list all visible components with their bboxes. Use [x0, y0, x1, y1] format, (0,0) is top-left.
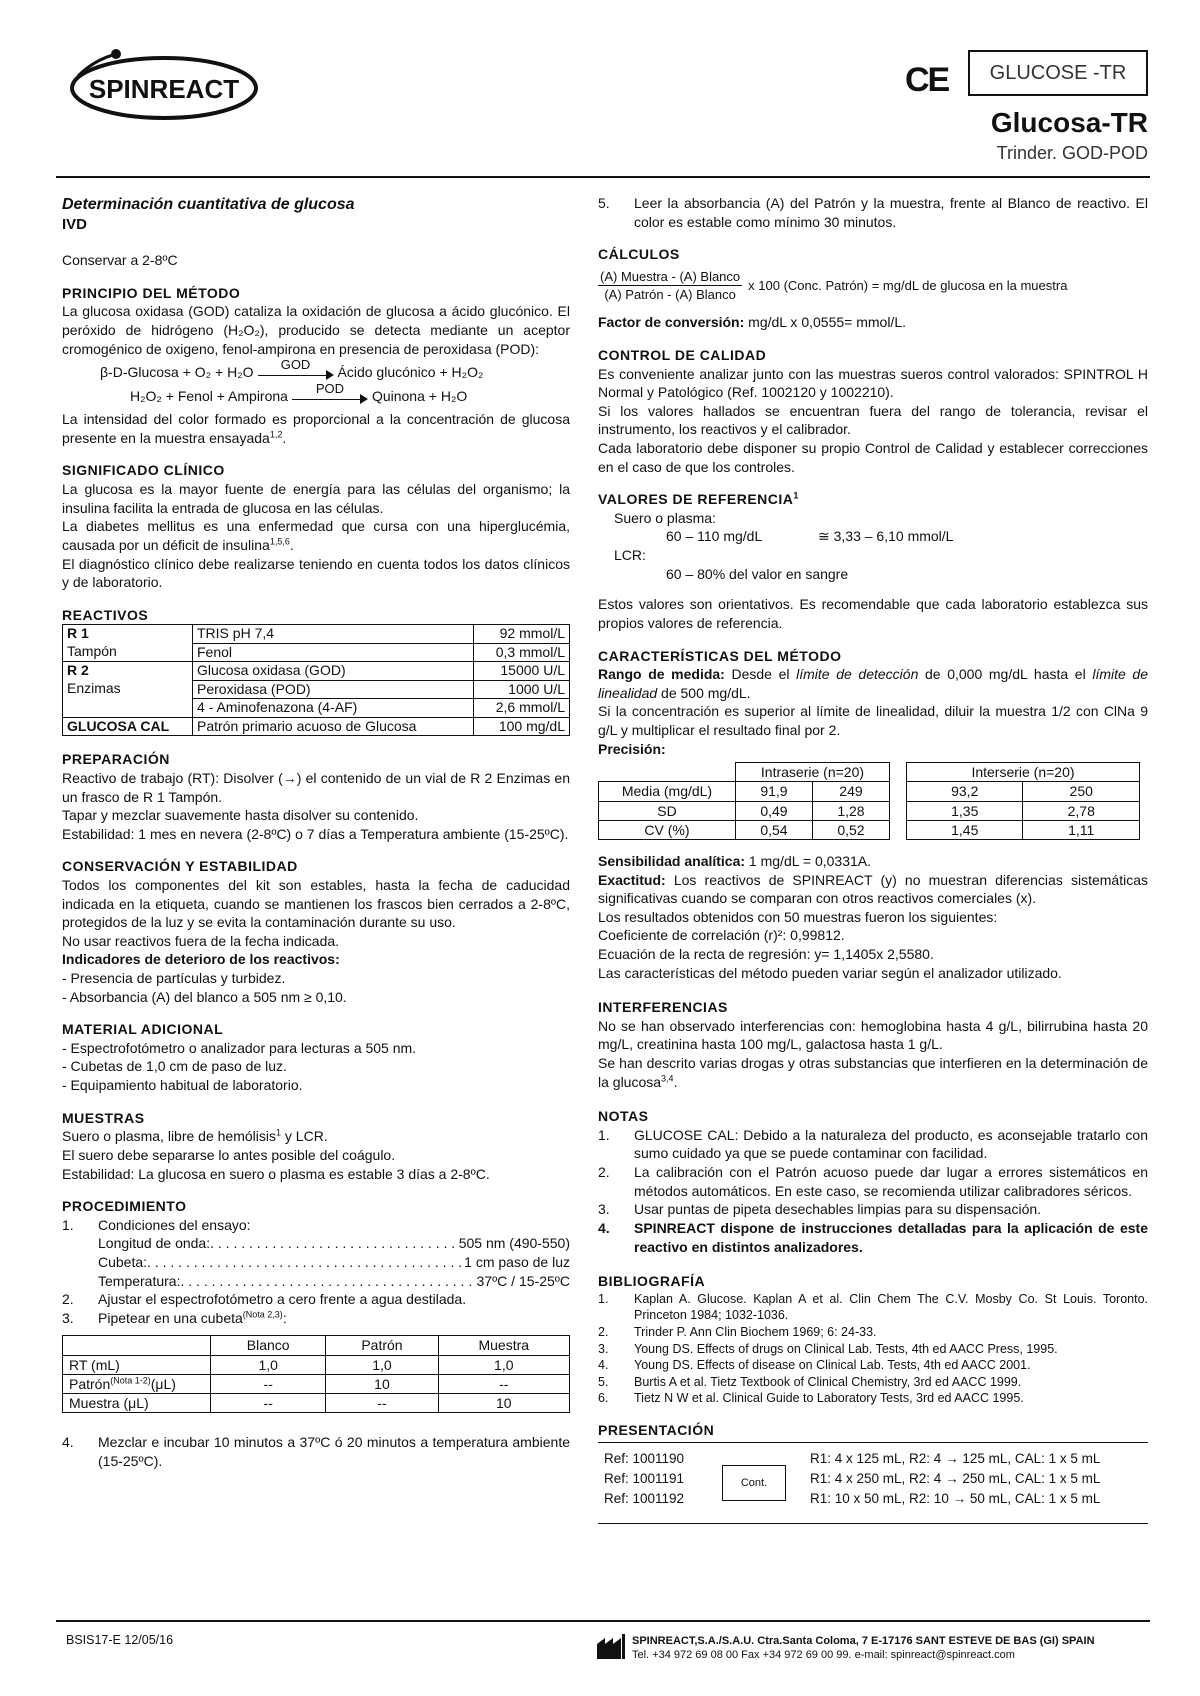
significado-p2: La diabetes mellitus es una enfermedad que cursa con una hiperglucémia, causada por un déficit de insulina$^{1,5,6}$.: [62, 518, 570, 553]
eq1-left: β-D-Glucosa + O₂ + H₂O: [100, 363, 254, 380]
caracteristicas-heading: CARACTERÍSTICAS DEL MÉTODO: [598, 647, 842, 664]
significado-heading: SIGNIFICADO CLÍNICO: [62, 462, 225, 479]
calculation-formula: $\frac{\text{(A) Muestra - (A) Blanco}}{\text{(A) Patrón - (A) Blanco}}$ x 100 (Conc. Patrón) = mg/dL de glucosa en la muestra: [600, 268, 1068, 303]
valores-heading: VALORES DE REFERENCIA$^1$: [598, 490, 799, 508]
muestras-heading: MUESTRAS: [62, 1109, 145, 1126]
muestras-p2: El suero debe separarse lo antes posible del coágulo.: [62, 1146, 396, 1163]
page-subtitle: Trinder. GOD-POD: [996, 143, 1148, 163]
muestras-p1: Suero o plasma, libre de hemólisis$^1$ y LCR.: [62, 1127, 328, 1145]
presentation-row: Ref: 1001191 R1: 4 x 250 mL, R2: 4 → 250 mL, CAL: 1 x 5 mL: [604, 1470, 1101, 1486]
bibliografia-heading: BIBLIOGRAFÍA: [598, 1273, 706, 1290]
muestras-p3: Estabilidad: La glucosa en suero o plasma es estable 3 días a 2-8ºC.: [62, 1165, 490, 1182]
significado-p1: La glucosa es la mayor fuente de energía para las células del organismo; la insulina facilita la entrada de glucosa en las células.: [62, 481, 570, 516]
eq2-right: Quinona + H₂O: [371, 387, 468, 404]
conservacion-heading: CONSERVACIÓN Y ESTABILIDAD: [62, 858, 298, 875]
preparacion-p2: Tapar y mezclar suavemente hasta disolver su contenido.: [62, 807, 419, 824]
ce-mark: CE: [905, 61, 949, 99]
exactitud-p2: Los resultados obtenidos con 50 muestras fueron los siguientes:: [598, 908, 998, 925]
reactivos-heading: REACTIVOS: [62, 606, 149, 623]
eq2-enzyme: POD: [315, 381, 345, 397]
list-item: - Absorbancia (A) del blanco a 505 nm ≥ 0,10.: [62, 988, 347, 1005]
precision-tables: [598, 762, 1148, 840]
exactitud: Exactitud: Los reactivos de SPINREACT (y) no muestran diferencias sistemáticas significativas cuando se comparan con otros reactivos comerciales (x).: [598, 871, 1148, 907]
company-address: SPINREACT,S.A./S.A.U. Ctra.Santa Coloma, 7 E-17176 SANT ESTEVE DE BAS (GI) SPAIN: [632, 1635, 1095, 1647]
interserie-table: [906, 762, 1140, 840]
table-row: GLUCOSA CAL Patrón primario acuoso de Glucosa 100 mg/dL: [63, 717, 570, 736]
control-heading: CONTROL DE CALIDAD: [598, 347, 767, 363]
list-item: 2. La calibración con el Patrón acuoso puede dar lugar a errores sistemáticos en métodos automáticos. En este caso, se recomienda utilizar calibradores séricos.: [598, 1164, 1148, 1199]
preparacion-p3: Estabilidad: 1 mes en nevera (2-8ºC) o 7 días a Temperatura ambiente (15-25ºC).: [62, 825, 569, 842]
document-code: BSIS17-E 12/05/16: [66, 1633, 174, 1647]
notas-heading: NOTAS: [598, 1108, 649, 1125]
significado-p3: El diagnóstico clínico debe realizarse teniendo en cuenta todos los datos clínicos y de laboratorio.: [62, 555, 570, 591]
list-item: 1. Kaplan A. Glucose. Kaplan A et al. Clin Chem The C.V. Mosby Co. St Louis. Toronto. Princeton 1984; 1032-1036.: [598, 1291, 1148, 1323]
brand-name: SPINREACT: [88, 74, 240, 104]
intraserie-table: [598, 762, 890, 840]
table-row: Patrón$^{(Nota 1-2)}$(μL) -- 10 --: [63, 1374, 570, 1393]
exactitud-p3: Coeficiente de correlación (r)²: 0,99812.: [598, 927, 845, 944]
equation-pod: [62, 381, 570, 406]
reaction-arrow-icon: [292, 381, 368, 406]
list-item: 4. Mezclar e incubar 10 minutos a 37ºC ó 20 minutos a temperatura ambiente (15-25ºC).: [62, 1434, 570, 1469]
list-item: 2. Trinder P. Ann Clin Biochem 1969; 6: 24-33.: [598, 1324, 877, 1339]
valores-note: Estos valores son orientativos. Es recomendable que cada laboratorio establezca sus propios valores de referencia.: [598, 596, 1148, 631]
eq1-right: Ácido glucónico + H₂O₂: [337, 363, 484, 380]
list-item: 5. Burtis A et al. Tietz Textbook of Clinical Chemistry, 3rd ed AACC 1999.: [598, 1374, 1022, 1389]
right-column: [598, 194, 1148, 1524]
calculos-heading: CÁLCULOS: [598, 246, 680, 263]
table-row: R 1 Tampón TRIS pH 7,4 92 mmol/L: [63, 625, 570, 644]
preparacion-heading: PREPARACIÓN: [62, 751, 170, 768]
list-item: - Presencia de partículas y turbidez.: [62, 970, 286, 987]
table-row: CV (%) 0,54 0,52: [599, 820, 890, 839]
reaction-arrow-icon: [258, 357, 334, 382]
interferencias-p1: No se han observado interferencias con: hemoglobina hasta 4 g/L, bilirrubina hasta 20 mg/L, creatinina hasta 100 mg/L, galactosa hasta 1 g/L.: [598, 1017, 1148, 1053]
list-item: 4. SPINREACT dispone de instrucciones detalladas para la aplicación de este reactivo en distintos analizadores.: [598, 1219, 1148, 1255]
list-item: 4. Young DS. Effects of disease on Clinical Lab. Tests, 4th ed AACC 2001.: [598, 1358, 1031, 1373]
eq2-left: H₂O₂ + Fenol + Ampirona: [130, 387, 288, 404]
table-row: Peroxidasa (POD) 1000 U/L: [63, 680, 570, 699]
footer-divider: [56, 1620, 1150, 1622]
table-row: Muestra (μL) -- -- 10: [63, 1393, 570, 1412]
manufacturer-icon: [596, 1634, 626, 1660]
table-row: SD 0,49 1,28: [599, 801, 890, 820]
table-row: Interserie (n=20): [907, 763, 1140, 782]
control-p1: Es conveniente analizar junto con las muestras sueros control valorados: SPINTROL H Normal y Patológico (Ref. 1002120 y 1002210).: [598, 365, 1148, 401]
indicadores-title: Indicadores de deterioro de los reactivos:: [62, 951, 340, 968]
exactitud-p4: Ecuación de la recta de regresión: y= 1,1405x 2,5580.: [598, 945, 934, 962]
conservacion-p2: No usar reactivos fuera de la fecha indicada.: [62, 932, 340, 949]
spinreact-logo: [64, 46, 264, 126]
control-p3: Cada laboratorio debe disponer su propio Control de Calidad y establecer correcciones en el caso de que los controles.: [598, 440, 1148, 475]
suero-values: 60 – 110 mg/dL ≅ 3,33 – 6,10 mmol/L: [666, 528, 954, 545]
principio-text: La glucosa oxidasa (GOD) cataliza la oxidación de glucosa a ácido glucónico. El peróxido de hidrógeno (H₂O₂), producido se detecta mediante un aceptor cromogénico de oxigeno, fenol-ampirona en presencia de peroxidasa (POD):: [62, 303, 570, 357]
list-item: - Cubetas de 1,0 cm de paso de luz.: [62, 1058, 287, 1075]
precision-label: Precisión:: [598, 740, 666, 757]
rango-medida: Rango de medida: Desde el límite de detección de 0,000 mg/dL hasta el límite de linealidad de 500 mg/dL.: [598, 666, 1148, 701]
equation-god: [62, 357, 570, 382]
table-row: Blanco Patrón Muestra: [63, 1336, 570, 1355]
table-row: R 2 Enzimas Glucosa oxidasa (GOD) 15000 U/L: [63, 662, 570, 681]
table-row: Fenol 0,3 mmol/L: [63, 643, 570, 662]
list-item: - Equipamiento habitual de laboratorio.: [62, 1077, 303, 1094]
storage-note: Conservar a 2-8ºC: [62, 252, 178, 269]
reagents-table: [62, 624, 570, 736]
presentation-row: Ref: 1001192 R1: 10 x 50 mL, R2: 10 → 50 mL, CAL: 1 x 5 mL: [604, 1490, 1101, 1506]
pipetting-table: [62, 1335, 570, 1413]
table-row: 93,2 250: [907, 782, 1140, 801]
interferencias-p2: Se han descrito varias drogas y otras substancias que interfieren en la determinación de la glucosa$^{3,4}$.: [598, 1055, 1148, 1090]
ivd-label: IVD: [62, 216, 88, 234]
list-item: 1. GLUCOSE CAL: Debido a la naturaleza del producto, es aconsejable tratarlo con sumo cuidado ya que se puede contaminar con facilidad.: [598, 1126, 1148, 1162]
preparacion-p1: Reactivo de trabajo (RT): Disolver (→) el contenido de un vial de R 2 Enzimas en un frasco de R 1 Tampón.: [62, 769, 570, 805]
table-row: 1,45 1,11: [907, 820, 1140, 839]
table-row: Media (mg/dL) 91,9 249: [599, 782, 890, 801]
presentation-row: Ref: 1001190 R1: 4 x 125 mL, R2: 4 → 125 mL, CAL: 1 x 5 mL: [604, 1450, 1101, 1466]
presentacion-heading: PRESENTACIÓN: [598, 1422, 715, 1439]
company-contact: Tel. +34 972 69 08 00 Fax +34 972 69 00 99. e-mail: spinreact@spinreact.com: [632, 1649, 1015, 1662]
list-item: 3. Pipetear en una cubeta$^{(Nota 2,3)}$:: [62, 1309, 287, 1326]
table-row: 4 - Aminofenazona (4-AF) 2,6 mmol/L: [63, 699, 570, 718]
lcr-label: LCR:: [614, 547, 646, 564]
condition-row: Cubeta: . . . 1 cm paso de luz: [62, 1253, 570, 1272]
list-item: 6. Tietz N W et al. Clinical Guide to Laboratory Tests, 3rd ed AACC 1995.: [598, 1391, 1024, 1406]
list-item: 1. Condiciones del ensayo:: [62, 1216, 251, 1233]
list-item: - Espectrofotómetro o analizador para lecturas a 505 nm.: [62, 1039, 417, 1056]
list-item: 2. Ajustar el espectrofotómetro a cero frente a agua destilada.: [62, 1291, 467, 1308]
suero-label: Suero o plasma:: [614, 509, 716, 526]
eq1-enzyme: GOD: [280, 357, 311, 373]
product-code-box: GLUCOSE -TR: [968, 50, 1148, 96]
header-divider: [56, 176, 1150, 178]
list-item: 3. Young DS. Effects of drugs on Clinical Lab. Tests, 4th ed AACC Press, 1995.: [598, 1341, 1058, 1356]
company-info: [632, 1634, 1095, 1663]
control-p2: Si los valores hallados se encuentran fuera del rango de tolerancia, revisar el instrumento, los reactivos y el calibrador.: [598, 402, 1148, 438]
table-row: 1,35 2,78: [907, 801, 1140, 820]
bibliography-list: [598, 1291, 1148, 1407]
list-item: 5. Leer la absorbancia (A) del Patrón y la muestra, frente al Blanco de reactivo. El color es estable como mínimo 30 minutos.: [598, 195, 1148, 230]
exactitud-p5: Las características del método pueden variar según el analizador utilizado.: [598, 964, 1062, 981]
interferencias-heading: INTERFERENCIAS: [598, 999, 728, 1016]
table-row: Intraserie (n=20): [599, 763, 890, 782]
list-item: 3. Usar puntas de pipeta desechables limpias para su dispensación.: [598, 1201, 1042, 1218]
condition-row: Longitud de onda: . . . 505 nm (490-550): [62, 1234, 570, 1253]
procedimiento-heading: PROCEDIMIENTO: [62, 1198, 187, 1215]
principio-heading: PRINCIPIO DEL MÉTODO: [62, 284, 241, 301]
sensibilidad: Sensibilidad analítica: 1 mg/dL = 0,0331A.: [598, 852, 872, 869]
left-column: [62, 194, 570, 1470]
lcr-value: 60 – 80% del valor en sangre: [666, 565, 849, 582]
contents-box: Cont.: [722, 1465, 786, 1501]
page-title: Glucosa-TR: [990, 107, 1148, 138]
rango-p2: Si la concentración es superior al límite de linealidad, diluir la muestra 1/2 con ClNa 9 g/L y multiplicar el resultado final por 2.: [598, 703, 1148, 738]
intro-title: Determinación cuantitativa de glucosa: [62, 196, 355, 213]
conversion-factor: Factor de conversión: mg/dL x 0,0555= mmol/L.: [598, 314, 906, 331]
presentation-block: [598, 1442, 1148, 1524]
table-row: RT (mL) 1,0 1,0 1,0: [63, 1355, 570, 1374]
material-heading: MATERIAL ADICIONAL: [62, 1021, 224, 1038]
principio-text-2: La intensidad del color formado es proporcional a la concentración de glucosa presente en la muestra ensayada$^{1,2}$.: [62, 411, 570, 446]
condition-row: Temperatura: . . . 37ºC / 15-25ºC: [62, 1272, 570, 1291]
conservacion-p1: Todos los componentes del kit son estables, hasta la fecha de caducidad indicada en la etiqueta, cuando se mantienen los frascos bien cerrados a 2-8ºC, protegidos de la luz y se evita la contaminación durante su uso.: [62, 877, 570, 931]
